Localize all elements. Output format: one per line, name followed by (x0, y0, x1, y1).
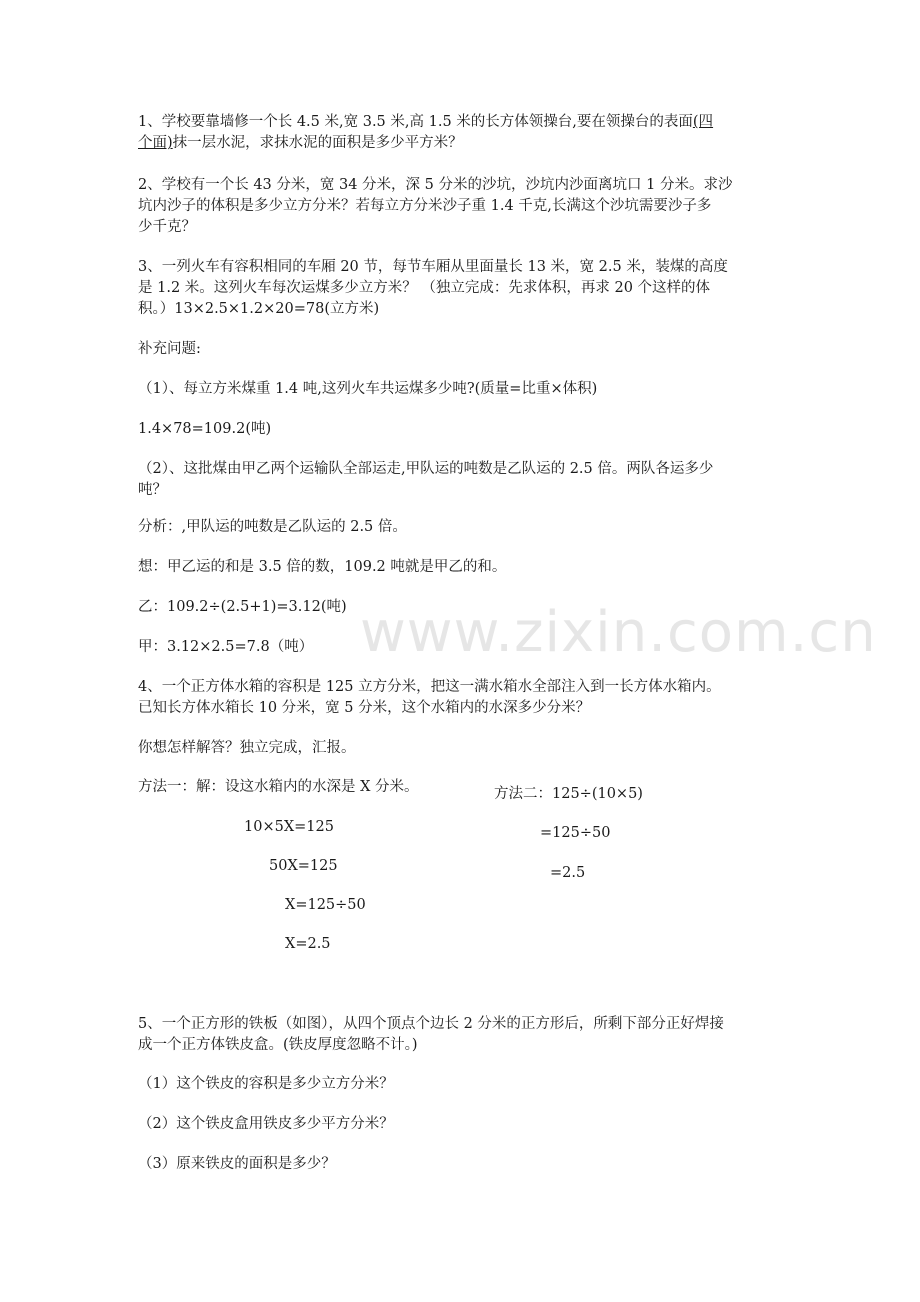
supplement-q2-line2: 吨？ (138, 482, 167, 498)
q1-line1 (138, 112, 713, 132)
q2-line2: 坑内沙子的体积是多少立方分米？若每立方分米沙子重 1.4 千克,长满这个沙坑需要沙子多 (138, 198, 712, 214)
q4-line1: 4、一个正方体水箱的容积是 125 立方分米，把这一满水箱水全部注入到一长方体水箱内。 (138, 679, 721, 695)
watermark: www.zixin.com.cn (360, 600, 877, 665)
q1-line1-text: 1、学校要靠墙修一个长 4.5 米,宽 3.5 米,高 1.5 米的长方体领操台,要在领操台的表面 (138, 114, 693, 130)
method2-title: 方法二：125÷(10×5) (494, 786, 643, 802)
q1-underlined-text: (四 (692, 114, 714, 130)
supplement-title: 补充问题: (138, 341, 201, 357)
q5-sub-question: （1）这个铁皮的容积是多少立方分米？ (138, 1076, 394, 1092)
method1-step: 50X=125 (269, 858, 338, 874)
q2-line1: 2、学校有一个长 43 分米，宽 34 分米，深 5 分米的沙坑，沙坑内沙面离坑口 1 分米。求沙 (138, 177, 733, 193)
q4-prompt: 你想怎样解答？独立完成，汇报。 (138, 740, 356, 756)
q4-line2: 已知长方体水箱长 10 分米，宽 5 分米，这个水箱内的水深多少分米？ (138, 700, 591, 716)
q1-line2 (138, 133, 463, 153)
q1-line2-text: 抹一层水泥，求抹水泥的面积是多少平方米？ (172, 135, 463, 151)
q5-line1: 5、一个正方形的铁板（如图），从四个顶点个边长 2 分米的正方形后，所剩下部分正好焊接 (138, 1016, 724, 1032)
method2-step: =125÷50 (540, 825, 611, 841)
method1-title: 方法一：解：设这水箱内的水深是 X 分米。 (138, 779, 419, 795)
method1-step: X=2.5 (285, 936, 331, 952)
method1-step: X=125÷50 (285, 897, 366, 913)
analysis-line: 分析：,甲队运的吨数是乙队运的 2.5 倍。 (138, 519, 407, 535)
q3-line3: 积。）13×2.5×1.2×20=78(立方米) (138, 301, 380, 317)
supplement-a1: 1.4×78=109.2(吨) (138, 421, 272, 437)
q5-line2: 成一个正方体铁皮盒。(铁皮厚度忽略不计。) (138, 1037, 418, 1053)
q5-sub-question: （3）原来铁皮的面积是多少？ (138, 1156, 336, 1172)
method2-step: =2.5 (550, 865, 586, 881)
jia-calculation: 甲：3.12×2.5=7.8（吨） (138, 639, 314, 655)
think-line: 想：甲乙运的和是 3.5 倍的数，109.2 吨就是甲乙的和。 (138, 559, 507, 575)
q2-line3: 少千克？ (138, 219, 196, 235)
yi-calculation: 乙：109.2÷(2.5+1)=3.12(吨) (138, 599, 347, 615)
q1-underlined-text-cont: 个面) (138, 135, 173, 151)
supplement-q2-line1: （2）、这批煤由甲乙两个运输队全部运走,甲队运的吨数是乙队运的 2.5 倍。两队各运多少 (138, 461, 714, 477)
q3-line1: 3、一列火车有容积相同的车厢 20 节，每节车厢从里面量长 13 米，宽 2.5 米，装煤的高度 (138, 259, 728, 275)
supplement-q1: （1）、每立方米煤重 1.4 吨,这列火车共运煤多少吨?(质量=比重×体积) (138, 381, 598, 397)
q5-sub-question: （2）这个铁皮盒用铁皮多少平方分米？ (138, 1116, 394, 1132)
q3-line2: 是 1.2 米。这列火车每次运煤多少立方米？ （独立完成：先求体积，再求 20 个这样的体 (138, 280, 711, 296)
method1-step: 10×5X=125 (244, 819, 334, 835)
